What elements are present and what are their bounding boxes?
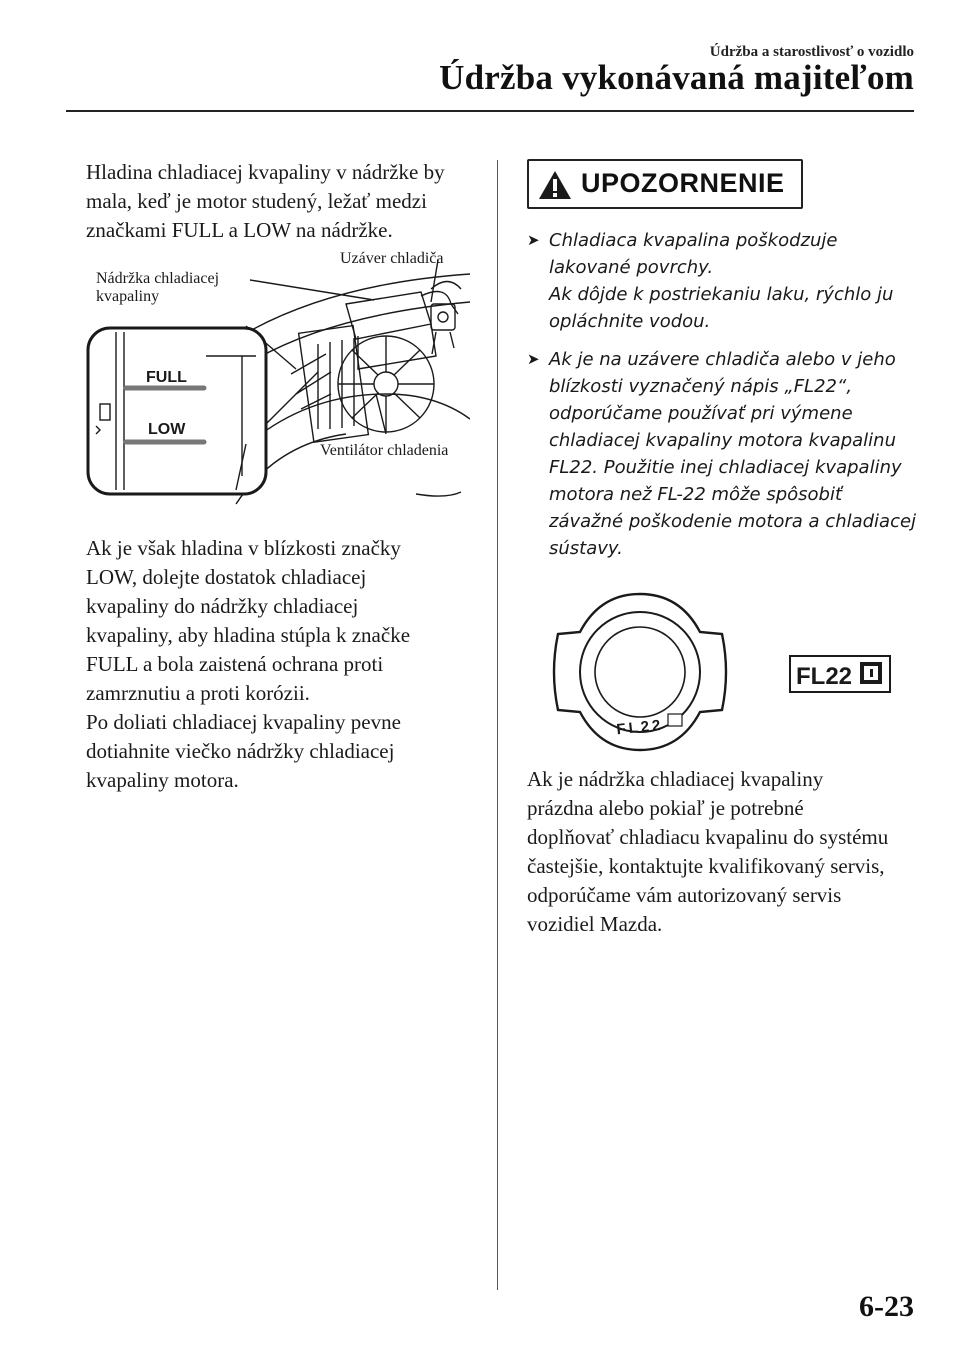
intro-paragraph: Hladina chladiacej kvapaliny v nádržke by mala, keď je motor studený, ležať medzi značkami FULL a LOW na nádržke.: [86, 160, 445, 242]
cap-fl22-marking: FL22: [615, 716, 665, 739]
low-mark-label: LOW: [148, 421, 186, 438]
warning-title: UPOZORNENIE: [581, 168, 785, 198]
refill-paragraph: Ak je však hladina v blízkosti značky LOW, dolejte dostatok chladiacej kvapaliny do nádržky chladiacej kvapaliny, aby hladina stúpla k značke FULL a bola zaistená ochrana proti zamrznutiu a proti korózii. Po doliati chladiacej kvapaliny pevne dotiahnite viečko nádržky chladiacej kvapaliny motora.: [86, 536, 411, 792]
fl22-cap-illustration: [540, 592, 900, 752]
column-divider: [497, 160, 498, 1290]
arrow-bullet-icon: ➤: [527, 350, 540, 368]
full-mark-label: FULL: [146, 369, 187, 386]
warning-item: [527, 227, 927, 335]
fl22-label-text: FL22: [796, 663, 853, 690]
warning-item-text: Chladiaca kvapalina poškodzuje lakované povrchy. Ak dôjde k postriekaniu laku, rýchlo ju opláchnite vodou.: [549, 230, 894, 332]
warning-item: [527, 346, 927, 562]
service-paragraph: Ak je nádržka chladiacej kvapaliny prázdna alebo pokiaľ je potrebné doplňovať chladiacu kvapalinu do systému častejšie, kontaktujte kvalifikovaný servis, odporúčame vám autorizovaný servis vozidiel Mazda.: [527, 767, 889, 936]
section-subtitle: Údržba a starostlivosť o vozidlo: [709, 44, 914, 60]
page-title: Údržba vykonávaná majiteľom: [439, 58, 914, 97]
warning-heading-box: [527, 159, 803, 209]
cooling-fan-label: Ventilátor chladenia: [320, 442, 449, 459]
warning-triangle-icon: [538, 170, 572, 200]
tank-label: Nádržka chladiacej kvapaliny: [96, 270, 220, 305]
arrow-bullet-icon: ➤: [527, 231, 540, 249]
page-number: 6-23: [859, 1290, 914, 1323]
warning-item-text: Ak je na uzávere chladiča alebo v jeho blízkosti vyznačený nápis „FL22“, odporúčame používať pri výmene chladiacej kvapaliny motora kvapalinu FL22. Použitie inej chladiacej kvapaliny motora než FL-22 môže spôsobiť závažné poškodenie motora a chladiacej sústavy.: [549, 349, 917, 559]
radiator-cap-label: Uzáver chladiča: [340, 250, 444, 267]
header-rule: [66, 110, 914, 112]
